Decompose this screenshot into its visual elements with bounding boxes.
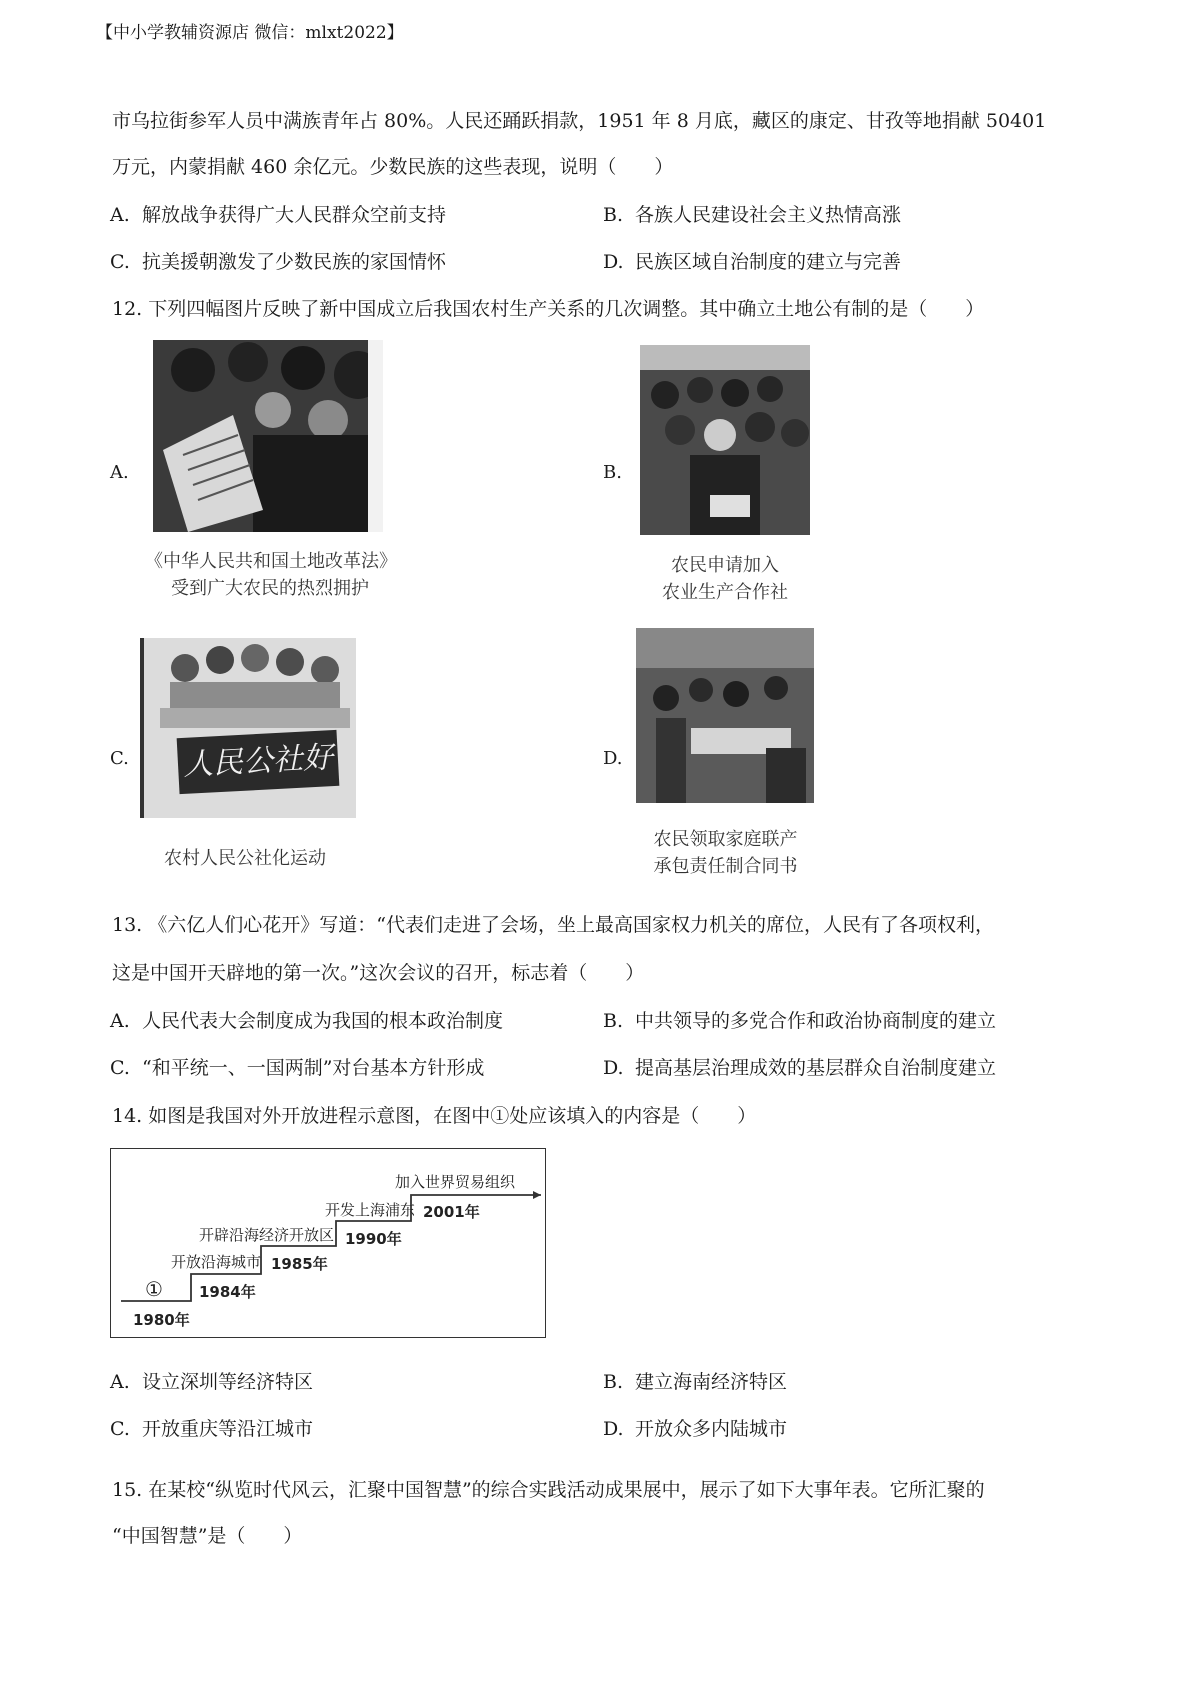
q12-caption-b: 农民申请加入 农业生产合作社 <box>662 555 788 603</box>
q13-option-a[interactable] <box>110 1006 503 1033</box>
timeline-step3-year: 1985年 <box>271 1255 328 1273</box>
farmers-receiving-contracts-image <box>636 628 814 803</box>
peoples-commune-poster-image <box>140 638 356 818</box>
q14-option-b[interactable] <box>603 1367 787 1394</box>
q14-option-a[interactable] <box>110 1367 313 1394</box>
q11-line1: 市乌拉街参军人员中满族青年占 80%。人民还踊跃捐款，1951 年 8 月底，藏区的康定、甘孜等地捐献 50401 <box>112 110 1047 132</box>
q12-caption-c: 农村人民公社化运动 <box>164 848 326 869</box>
q11-line2: 万元，内蒙捐献 460 余亿元。少数民族的这些表现，说明（ ） <box>112 156 674 178</box>
option-text: 中共领导的多党合作和政治协商制度的建立 <box>635 1010 997 1032</box>
q13-option-d[interactable] <box>603 1053 996 1080</box>
timeline-step5-label: 加入世界贸易组织 <box>395 1173 516 1191</box>
farmers-applying-cooperative-image <box>640 345 810 535</box>
q12-option-b-label[interactable]: B. <box>603 462 622 483</box>
q14-stem: 14. 如图是我国对外开放进程示意图，在图中①处应该填入的内容是（ ） <box>112 1105 757 1127</box>
q12-caption-d: 农民领取家庭联产 承包责任制合同书 <box>653 829 798 877</box>
timeline-step1-year: 1980年 <box>133 1311 190 1329</box>
q13-option-b[interactable] <box>603 1006 996 1033</box>
option-label: D. <box>603 1057 624 1079</box>
option-label: C. <box>110 1418 130 1440</box>
option-text: 人民代表大会制度成为我国的根本政治制度 <box>142 1010 504 1032</box>
q12-caption-a: 《中华人民共和国土地改革法》 受到广大农民的热烈拥护 <box>145 551 397 599</box>
option-text: 提高基层治理成效的基层群众自治制度建立 <box>635 1057 997 1079</box>
option-label: D. <box>603 251 624 273</box>
page-header: 【中小学教辅资源店 微信：mlxt2022】 <box>96 23 404 43</box>
option-label: A. <box>110 1010 130 1032</box>
option-label: C. <box>110 251 130 273</box>
option-label: D. <box>603 1418 624 1440</box>
option-label: B. <box>603 204 624 226</box>
q12-option-d-label[interactable]: D. <box>603 748 623 769</box>
q15-line1: 15. 在某校“纵览时代风云，汇聚中国智慧”的综合实践活动成果展中，展示了如下大事年表。它所汇聚的 <box>112 1479 985 1501</box>
q12-photo-b[interactable] <box>640 345 810 535</box>
q12-photo-c[interactable] <box>140 638 356 818</box>
q12-option-c-label[interactable]: C. <box>110 748 129 769</box>
q14-option-d[interactable] <box>603 1414 787 1441</box>
option-text: 开放众多内陆城市 <box>635 1418 788 1440</box>
timeline-step5-year: 2001年 <box>423 1203 480 1221</box>
q11-option-a[interactable] <box>110 200 446 227</box>
q13-line2: 这是中国开天辟地的第一次。”这次会议的召开，标志着（ ） <box>112 962 645 984</box>
option-label: C. <box>110 1057 130 1079</box>
option-text: 设立深圳等经济特区 <box>142 1371 314 1393</box>
crowd-with-newspaper-image <box>153 340 383 532</box>
option-text: 建立海南经济特区 <box>635 1371 788 1393</box>
timeline-step3-label: 开辟沿海经济开放区 <box>199 1226 335 1244</box>
commune-banner-text: 人民公社好 <box>177 730 340 794</box>
timeline-step4-year: 1990年 <box>345 1230 402 1248</box>
option-label: A. <box>110 204 130 226</box>
option-text: 开放重庆等沿江城市 <box>142 1418 314 1440</box>
q11-option-b[interactable] <box>603 200 901 227</box>
option-text: 各族人民建设社会主义热情高涨 <box>635 204 902 226</box>
option-label: B. <box>603 1010 624 1032</box>
q12-photo-d[interactable] <box>636 628 814 803</box>
opening-up-timeline-diagram <box>110 1148 546 1338</box>
timeline-step2-label: 开放沿海城市 <box>171 1253 262 1271</box>
option-label: B. <box>603 1371 624 1393</box>
timeline-step1-label: ① <box>145 1277 163 1301</box>
q15-line2: “中国智慧”是（ ） <box>112 1525 303 1547</box>
q12-stem: 12. 下列四幅图片反映了新中国成立后我国农村生产关系的几次调整。其中确立土地公有制的是（ ） <box>112 298 985 320</box>
timeline-step2-year: 1984年 <box>199 1283 256 1301</box>
option-text: 解放战争获得广大人民群众空前支持 <box>142 204 447 226</box>
option-text: “和平统一、一国两制”对台基本方针形成 <box>142 1057 485 1079</box>
option-text: 抗美援朝激发了少数民族的家国情怀 <box>142 251 447 273</box>
q11-option-c[interactable] <box>110 247 446 274</box>
q11-option-d[interactable] <box>603 247 901 274</box>
q12-option-a-label[interactable]: A. <box>110 462 129 483</box>
option-text: 民族区域自治制度的建立与完善 <box>635 251 902 273</box>
q13-option-c[interactable] <box>110 1053 484 1080</box>
timeline-step4-label: 开发上海浦东 <box>325 1201 416 1219</box>
q14-option-c[interactable] <box>110 1414 313 1441</box>
q13-line1: 13. 《六亿人们心花开》写道：“代表们走进了会场，坐上最高国家权力机关的席位，人民有了各项权利， <box>112 914 994 936</box>
option-label: A. <box>110 1371 130 1393</box>
q12-photo-a[interactable] <box>153 340 383 532</box>
